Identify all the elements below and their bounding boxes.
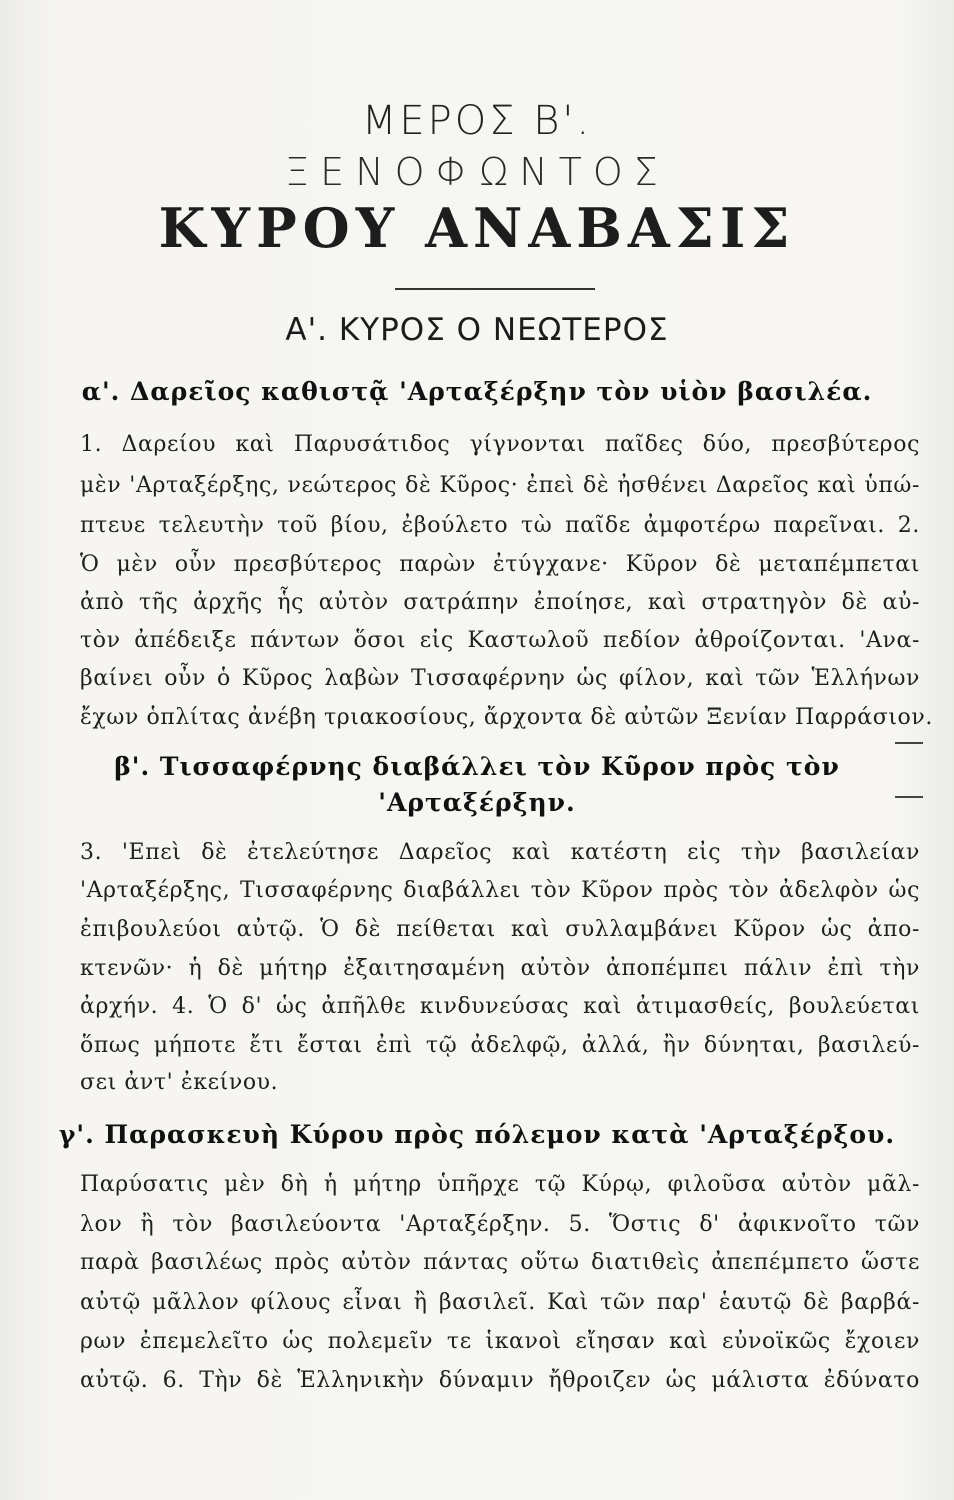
section-alpha-heading: α'. Δαρεῖος καθιστᾷ 'Αρταξέρξην τὸν υἱὸν βασιλέα. bbox=[81, 377, 873, 406]
paragraph-line: αὐτῷ. 6. Τὴν δὲ Ἑλληνικὴν δύναμιν ἤθροιζεν ὡς μάλιστα ἐδύνατο bbox=[80, 1368, 920, 1393]
paragraph-line: μὲν 'Αρταξέρξης, νεώτερος δὲ Κῦρος· ἐπεὶ δὲ ἠσθένει Δαρεῖος καὶ ὑπώ- bbox=[80, 473, 920, 498]
paragraph-line: κτενῶν· ἡ δὲ μήτηρ ἐξαιτησαμένη αὐτὸν ἀποπέμπει πάλιν ἐπὶ τὴν bbox=[80, 956, 920, 981]
paragraph-line: ὅπως μήποτε ἔτι ἔσται ἐπὶ τῷ ἀδελφῷ, ἀλλά, ἢν δύνηται, βασιλεύ- bbox=[80, 1033, 920, 1058]
part-title: ΜΕΡΟΣ Β'. bbox=[361, 98, 593, 144]
margin-mark bbox=[895, 742, 923, 744]
paragraph-line: Ὁ μὲν οὖν πρεσβύτερος παρὼν ἐτύγχανε· Κῦρον δὲ μεταπέμπεται bbox=[80, 552, 920, 577]
paragraph-line: 3. 'Επεὶ δὲ ἐτελεύτησε Δαρεῖος καὶ κατέστη εἰς τὴν βασιλείαν bbox=[80, 840, 920, 865]
paragraph-line: 1. Δαρείου καὶ Παρυσάτιδος γίγνονται παῖδες δύο, πρεσβύτερος bbox=[80, 432, 920, 457]
margin-mark bbox=[895, 796, 923, 798]
paragraph-line: αὐτῷ μᾶλλον φίλους εἶναι ἢ βασιλεῖ. Καὶ τῶν παρ' ἑαυτῷ δὲ βαρβά- bbox=[80, 1290, 920, 1315]
section-beta-heading: β'. Τισσαφέρνης διαβάλλει τὸν Κῦρον πρὸς τὸν bbox=[114, 752, 840, 781]
chapter-title: Α'. ΚΥΡΟΣ Ο ΝΕΩΤΕΡΟΣ bbox=[285, 312, 669, 348]
work-title: ΚΥΡΟΥ ΑΝΑΒΑΣΙΣ bbox=[158, 196, 796, 260]
paragraph-line: σει ἀντ' ἐκείνου. bbox=[80, 1070, 279, 1095]
paragraph-line: Παρύσατις μὲν δὴ ἡ μήτηρ ὑπῆρχε τῷ Κύρῳ, φιλοῦσα αὐτὸν μᾶλ- bbox=[80, 1172, 920, 1197]
section-gamma-heading: γ'. Παρασκευὴ Κύρου πρὸς πόλεμον κατὰ 'Αρταξέρξου. bbox=[58, 1120, 896, 1149]
paragraph-line: ἐπιβουλεύοι αὐτῷ. Ὁ δὲ πείθεται καὶ συλλαμβάνει Κῦρον ὡς ἀπο- bbox=[80, 917, 920, 942]
paragraph-line: ἔχων ὁπλίτας ἀνέβη τριακοσίους, ἄρχοντα δὲ αὐτῶν Ξενίαν Παρράσιον. bbox=[80, 705, 933, 730]
paragraph-line: ρων ἐπεμελεῖτο ὡς πολεμεῖν τε ἱκανοὶ εἴησαν καὶ εὐνοϊκῶς ἔχοιεν bbox=[80, 1329, 920, 1354]
paragraph-line: ἀρχήν. 4. Ὁ δ' ὡς ἀπῆλθε κινδυνεύσας καὶ ἀτιμασθείς, βουλεύεται bbox=[80, 994, 920, 1019]
paragraph-line: παρὰ βασιλέως πρὸς αὐτὸν πάντας οὕτω διατιθεὶς ἀπεπέμπετο ὥστε bbox=[80, 1250, 920, 1275]
paragraph-line: βαίνει οὖν ὁ Κῦρος λαβὼν Τισσαφέρνην ὡς φίλον, καὶ τῶν Ἑλλήνων bbox=[80, 666, 920, 691]
paragraph-line: λον ἢ τὸν βασιλεύοντα 'Αρταξέρξην. 5. Ὅστις δ' ἀφικνοῖτο τῶν bbox=[80, 1212, 920, 1237]
paragraph-line: ἀπὸ τῆς ἀρχῆς ἧς αὐτὸν σατράπην ἐποίησε, καὶ στρατηγὸν δὲ αὐ- bbox=[80, 590, 920, 615]
author-title: ΞΕΝΟΦΩΝΤΟΣ bbox=[285, 150, 669, 194]
title-divider bbox=[395, 288, 595, 290]
paragraph-line: τὸν ἀπέδειξε πάντων ὅσοι εἰς Καστωλοῦ πεδίον ἀθροίζονται. 'Ανα- bbox=[80, 628, 920, 653]
paragraph-line: πτευε τελευτὴν τοῦ βίου, ἐβούλετο τὼ παῖδε ἀμφοτέρω παρεῖναι. 2. bbox=[80, 513, 920, 538]
section-beta-heading-cont: 'Αρταξέρξην. bbox=[378, 788, 576, 817]
paragraph-line: 'Αρταξέρξης, Τισσαφέρνης διαβάλλει τὸν Κῦρον πρὸς τὸν ἀδελφὸν ὡς bbox=[80, 878, 920, 903]
